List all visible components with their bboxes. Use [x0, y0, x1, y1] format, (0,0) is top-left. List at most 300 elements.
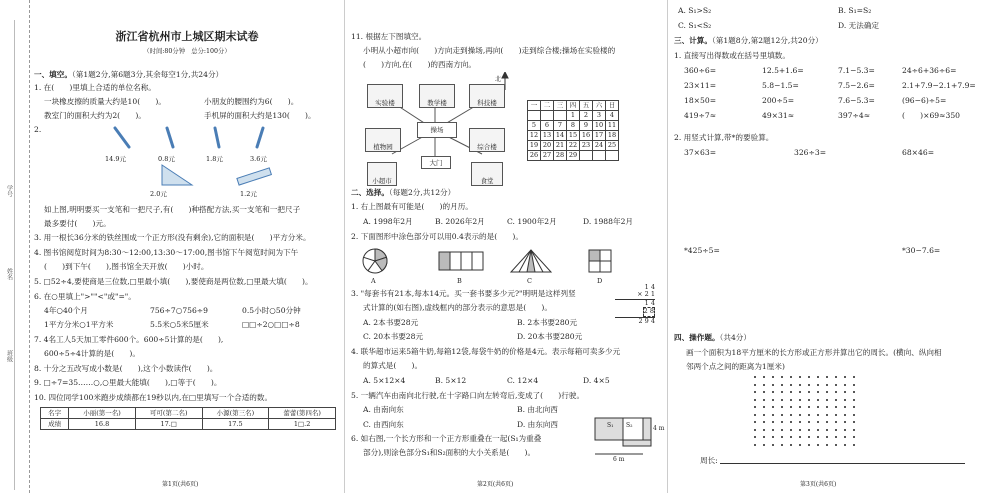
c2: 2. 用竖式计算,带*的要验算。 [674, 133, 774, 142]
grid-dot [826, 384, 828, 386]
q9: 9. □÷7=35……○,○里最大能填( ),□等于( )。 [34, 378, 222, 387]
building-tech: 科技楼 [469, 84, 505, 108]
score-cell: 16.8 [69, 419, 136, 430]
grid-dot [844, 376, 846, 378]
grid-dot [772, 436, 774, 438]
calendar-head-cell: 二 [541, 101, 554, 111]
grid-dot [763, 406, 765, 408]
grid-dot [853, 429, 855, 431]
score-header-row [41, 408, 336, 419]
grid-dot [781, 406, 783, 408]
shape-label-a: A [371, 277, 376, 285]
vc-4: *425÷5= [684, 246, 720, 255]
q1c: 教室门的面积大约为2( )。 [44, 111, 146, 120]
shape-label-c: C [527, 277, 532, 285]
calendar-cell: 6 [541, 121, 554, 131]
score-cell[interactable]: 1□.2 [269, 419, 336, 430]
calendar-cell: 19 [528, 141, 541, 151]
grid-dot [754, 384, 756, 386]
grid-dot [790, 421, 792, 423]
calendar-cell [528, 111, 541, 121]
q6e: 5.5米○5米5厘米 [150, 320, 209, 329]
calendar-cell: 20 [541, 141, 554, 151]
page-2-footer: 第2页(共6页) [477, 480, 514, 488]
grid-dot [754, 444, 756, 446]
grid-dot [808, 414, 810, 416]
q5: 5. □52÷4,要使商是三位数,□里最小填( ),要使商是两位数,□里最大填( )。 [34, 277, 313, 286]
page-2 [347, 0, 665, 493]
grid-dot [826, 444, 828, 446]
calc-item: 49×31≈ [762, 111, 795, 120]
calendar-row [528, 121, 619, 131]
q6b: 756÷7○756÷9 [150, 306, 209, 315]
s6-opt-d: D. 无法确定 [838, 21, 880, 30]
grid-dot [763, 399, 765, 401]
grid-dot [781, 414, 783, 416]
calendar-cell: 3 [593, 111, 606, 121]
calc-item: 5.8−1.5= [762, 81, 799, 90]
q4b: ( )到下午( ),图书馆全天开放( )小时。 [44, 262, 209, 271]
grid-dot [835, 436, 837, 438]
grid-dot [790, 376, 792, 378]
building-gate: 大门 [421, 156, 451, 169]
calendar-cell: 23 [580, 141, 593, 151]
building-store: 小超市 [367, 162, 397, 186]
price-marker: 3.6元 [250, 155, 267, 163]
calendar-cell: 17 [593, 131, 606, 141]
grid-dot [817, 421, 819, 423]
s3-opt-d: D. 20本书要280元 [517, 332, 583, 341]
grid-dot [754, 414, 756, 416]
q6c: 0.5小时○50分钟 [242, 306, 301, 315]
grid-dot [853, 444, 855, 446]
north-label: 北 [495, 76, 502, 83]
grid-dot [808, 406, 810, 408]
grid-dot [790, 444, 792, 446]
score-cell: 成绩 [41, 419, 69, 430]
grid-dot [853, 436, 855, 438]
grid-dot [853, 406, 855, 408]
grid-dot [826, 436, 828, 438]
q10: 10. 四位同学100米跑步成绩都在19秒以内,在□里填写一个合适的数。 [34, 393, 273, 402]
grid-dot [826, 429, 828, 431]
score-head-cell: 蕾蕾(第四名) [269, 408, 336, 419]
s5-opt-d: D. 由东向西 [517, 420, 559, 429]
grid-dot [817, 384, 819, 386]
vc-2: 326÷3= [794, 148, 827, 157]
grid-dot [835, 414, 837, 416]
s4-opt-c: C. 12×4 [507, 376, 539, 385]
name-label: 姓名 [5, 268, 13, 280]
s5a: 5. 一辆汽车由南向北行驶,在十字路口向左转弯后,变成了( )行驶。 [351, 391, 585, 400]
grid-dot [817, 391, 819, 393]
bar-shape [439, 252, 483, 270]
s6-opt-c: C. S₁<S₂ [678, 21, 712, 30]
building-complex: 综合楼 [469, 128, 505, 152]
q4a: 4. 图书馆阅览时间为8:30～12:00,13:30～17:00,图书馆下午阅览时间为下午 [34, 248, 299, 257]
calc-item: 200÷5= [762, 96, 795, 105]
grid-dot [790, 399, 792, 401]
s3b: 式计算的(如右图),虚线框内的部分表示的意思是( )。 [363, 303, 552, 312]
c1: 1. 直接写出得数或在括号里填数。 [674, 51, 790, 60]
calc-item: 23×11= [684, 81, 717, 90]
grid-dot [763, 444, 765, 446]
calendar-cell: 12 [528, 131, 541, 141]
calc-item: 7.5−2.6= [838, 81, 875, 90]
calendar-head-cell: 四 [567, 101, 580, 111]
dot-grid[interactable] [754, 376, 862, 451]
calendar-head-cell: 三 [554, 101, 567, 111]
grid-dot [781, 429, 783, 431]
q11c: ( )方向,在( )的西南方向。 [363, 60, 476, 69]
s3-opt-c: C. 20本书要28元 [363, 332, 424, 341]
grid-dot [844, 429, 846, 431]
section-1-note: （第1题2分,第6题3分,其余每空1分,共24分） [71, 70, 224, 79]
calendar-cell: 14 [554, 131, 567, 141]
score-head-cell: 小源(第三名) [202, 408, 269, 419]
grid-dot [826, 421, 828, 423]
grid-dot [817, 406, 819, 408]
triangle-ruler-icon [162, 165, 192, 185]
score-head-cell: 小丽(第一名) [69, 408, 136, 419]
vert-dashed-box: 2 8 [643, 307, 654, 316]
triangle-shape [511, 250, 551, 272]
calendar-cell: 8 [567, 121, 580, 131]
grid-dot [781, 399, 783, 401]
grid-dot [781, 384, 783, 386]
grid-dot [772, 384, 774, 386]
calendar-cell: 9 [580, 121, 593, 131]
calendar-cell: 15 [567, 131, 580, 141]
exam-title: 浙江省杭州市上城区期末试卷 [115, 30, 259, 43]
grid-dot [835, 421, 837, 423]
pen-icon [115, 128, 129, 147]
calendar-row [528, 111, 619, 121]
s1-opt-c: C. 1900年2月 [507, 217, 557, 226]
q6: 6. 在○里填上">""<"或"="。 [34, 292, 136, 301]
calendar-cell: 25 [606, 141, 619, 151]
calendar-cell: 22 [567, 141, 580, 151]
q7a: 7. 4名工人5天加工零件600个。600÷5计算的是( ), [34, 335, 224, 344]
grid-dot [799, 414, 801, 416]
vert-line: 1 4 [644, 283, 655, 291]
grid-dot [835, 384, 837, 386]
fig-s2: S₂ [626, 422, 633, 429]
grid-dot [817, 399, 819, 401]
calendar-cell: 13 [541, 131, 554, 141]
calc-item: 7.1−5.3= [838, 66, 875, 75]
pencil-icon-2 [215, 128, 219, 147]
calendar-head-cell: 五 [580, 101, 593, 111]
q2: 2. [34, 125, 42, 134]
grid-dot [826, 399, 828, 401]
calendar-cell [554, 111, 567, 121]
calendar-cell: 4 [606, 111, 619, 121]
calc-item: 419÷7≈ [684, 111, 717, 120]
s2-region [623, 440, 651, 446]
building-canteen: 食堂 [471, 162, 503, 186]
grid-dot [826, 376, 828, 378]
exam-subtitle: （时间:80分钟 总分:100分） [143, 47, 231, 55]
section-4-title: 四、操作题。 [674, 333, 720, 342]
grid-dot [844, 444, 846, 446]
calendar-row [528, 151, 619, 161]
s5-opt-b: B. 由北向西 [517, 405, 558, 414]
vc-1: 37×63= [684, 148, 717, 157]
s1-opt-d: D. 1988年2月 [583, 217, 633, 226]
s4-opt-d: D. 4×5 [583, 376, 610, 385]
calendar-cell: 29 [567, 151, 580, 161]
grid-dot [763, 421, 765, 423]
grid-dot [772, 444, 774, 446]
perimeter-answer-line[interactable] [720, 463, 965, 464]
shape-label-b: B [457, 277, 462, 285]
page-3 [670, 0, 1000, 493]
price-pencil-2: 1.8元 [206, 155, 223, 163]
grid-dot [772, 421, 774, 423]
grid-dot [844, 414, 846, 416]
calendar-head-cell: 一 [528, 101, 541, 111]
class-label: 班级 [5, 350, 13, 362]
grid-dot [763, 436, 765, 438]
grid-dot [790, 436, 792, 438]
grid-dot [763, 391, 765, 393]
calendar-row [528, 131, 619, 141]
score-cell: 17.5 [202, 419, 269, 430]
grid-dot [853, 384, 855, 386]
calc-item: ( )×69≈350 [902, 111, 960, 120]
ruler-icon [237, 168, 271, 185]
binding-line [14, 20, 15, 490]
calendar-head-cell: 日 [606, 101, 619, 111]
grid-dot [853, 399, 855, 401]
grid-dot [790, 429, 792, 431]
grid-dot [853, 391, 855, 393]
pencil-icon [167, 128, 173, 147]
calendar-cell [606, 151, 619, 161]
q2a: 如上图,明明要买一支笔和一把尺子,有( )种搭配方法,买一支笔和一把尺子 [44, 205, 301, 214]
building-garden: 植物园 [365, 128, 401, 152]
grid-dot [781, 391, 783, 393]
grid-dot [853, 376, 855, 378]
vert-result: 2 9 4 [615, 317, 655, 325]
score-row [41, 419, 336, 430]
calendar-cell: 26 [528, 151, 541, 161]
s3-opt-b: B. 2本书要280元 [517, 318, 578, 327]
calc-item: 12.5+1.6= [762, 66, 804, 75]
grid-dot [799, 391, 801, 393]
grid-dot [799, 436, 801, 438]
price-ruler: 1.2元 [240, 190, 257, 198]
s3-opt-a: A. 2本书要28元 [363, 318, 419, 327]
grid-dot [808, 399, 810, 401]
grid-dot [772, 391, 774, 393]
square-shape [589, 250, 611, 272]
q8: 8. 十分之五改写成小数是( ),这个小数读作( )。 [34, 364, 218, 373]
fig-6m: 6 m [613, 456, 625, 463]
grid-dot [790, 384, 792, 386]
building-lab: 实验楼 [367, 84, 403, 108]
s4-opt-b: B. 5×12 [435, 376, 467, 385]
op-line-2: 邻两个点之间的距离为1厘米) [686, 362, 785, 371]
grid-dot [826, 406, 828, 408]
grid-dot [754, 376, 756, 378]
grid-dot [844, 391, 846, 393]
vc-3: 68×46= [902, 148, 935, 157]
calendar-cell: 2 [580, 111, 593, 121]
s4b: 的算式是( )。 [363, 361, 423, 370]
s1-opt-a: A. 1998年2月 [363, 217, 413, 226]
s4-opt-a: A. 5×12×4 [363, 376, 406, 385]
grid-dot [808, 429, 810, 431]
building-playground: 操场 [417, 122, 457, 138]
grid-dot [844, 421, 846, 423]
grid-dot [790, 414, 792, 416]
grid-dot [799, 384, 801, 386]
grid-dot [772, 399, 774, 401]
grid-dot [808, 436, 810, 438]
grid-dot [808, 391, 810, 393]
calendar [527, 100, 619, 161]
score-cell[interactable]: 17.□ [135, 419, 202, 430]
grid-dot [799, 399, 801, 401]
q1b: 小朋友的腰围约为6( )。 [204, 97, 299, 106]
fig-s1: S₁ [607, 422, 614, 429]
marker-icon [257, 128, 263, 147]
grid-dot [808, 384, 810, 386]
section-1-title: 一、填空。 [34, 70, 72, 79]
page-1 [32, 0, 342, 493]
calendar-cell: 27 [541, 151, 554, 161]
s1-opt-b: B. 2026年2月 [435, 217, 485, 226]
binding-margin [0, 0, 30, 493]
section-2-title: 二、选择。 [351, 188, 389, 197]
vert-line: × 2 1 [637, 290, 655, 299]
calendar-cell [580, 151, 593, 161]
grid-dot [817, 376, 819, 378]
grid-dot [835, 376, 837, 378]
grid-dot [772, 376, 774, 378]
grid-dot [835, 391, 837, 393]
s5-opt-c: C. 由西向东 [363, 420, 404, 429]
s6-opt-b: B. S₁=S₂ [838, 6, 872, 15]
grid-dot [781, 436, 783, 438]
vertical-calc [615, 284, 655, 325]
calendar-cell [541, 111, 554, 121]
calendar-cell: 1 [567, 111, 580, 121]
building-teaching: 教学楼 [419, 84, 455, 108]
grid-dot [844, 406, 846, 408]
grid-dot [817, 444, 819, 446]
price-pencil: 0.8元 [158, 155, 175, 163]
score-table [40, 407, 336, 430]
q6a: 4年○40个月 [44, 306, 88, 315]
q7b: 600÷5÷4计算的是( )。 [44, 349, 140, 358]
grid-dot [772, 406, 774, 408]
grid-dot [808, 376, 810, 378]
q11b: 小明从小超市向( )方向走到操场,再向( )走到综合楼;操场在实验楼的 [363, 46, 616, 55]
grid-dot [817, 414, 819, 416]
calendar-head-cell: 六 [593, 101, 606, 111]
grid-dot [790, 391, 792, 393]
grid-dot [853, 414, 855, 416]
perimeter-label: 周长: [700, 456, 718, 465]
s3a: 3. "每套书有21本,每本14元。买一套书要多少元?"明明是这样列竖 [351, 289, 576, 298]
calc-item: 360÷6= [684, 66, 717, 75]
price-pen: 14.9元 [105, 155, 126, 163]
calc-item: 2.1+7.9−2.1+7.9= [902, 81, 976, 90]
grid-dot [781, 444, 783, 446]
grid-dot [844, 384, 846, 386]
grid-dot [799, 376, 801, 378]
grid-dot [826, 391, 828, 393]
q1d: 手机屏的面积大约是130( )。 [204, 111, 316, 120]
fig-4m: 4 m [653, 425, 665, 432]
calendar-cell [593, 151, 606, 161]
page-1-footer: 第1页(共6页) [162, 480, 199, 488]
q3: 3. 用一根长36分米的铁丝围成一个正方形(没有剩余),它的面积是( )平方分米。 [34, 233, 311, 242]
calc-item: 397÷4≈ [838, 111, 871, 120]
grid-dot [799, 406, 801, 408]
section-2-note: （每题2分,共12分） [388, 188, 456, 197]
calc-item: 24÷6+36÷6= [902, 66, 957, 75]
q1a: 一块橡皮擦的质量大约是10( )。 [44, 97, 166, 106]
grid-dot [835, 429, 837, 431]
calendar-cell: 10 [593, 121, 606, 131]
q2b: 最多要付( )元。 [44, 219, 111, 228]
section-4-note: （共4分） [719, 333, 751, 342]
q11a: 11. 根据左下图填空。 [351, 32, 427, 41]
grid-dot [781, 421, 783, 423]
north-arrow-icon [502, 72, 508, 78]
section-3-title: 三、计算。 [674, 36, 712, 45]
s6a: 6. 如右图,一个长方形和一个正方形重叠在一起(S₁为重叠 [351, 434, 542, 443]
price-triangle: 2.0元 [150, 190, 167, 198]
calc-item: 18×50= [684, 96, 717, 105]
grid-dot [817, 436, 819, 438]
score-head-cell: 可可(第二名) [135, 408, 202, 419]
grid-dot [844, 399, 846, 401]
s1: 1. 右上图最有可能是( )的月历。 [351, 202, 473, 211]
s6-opt-a: A. S₁>S₂ [678, 6, 712, 15]
s5-opt-a: A. 由南向东 [363, 405, 404, 414]
grid-dot [808, 444, 810, 446]
grid-dot [844, 436, 846, 438]
calc-item: 7.6−5.3= [838, 96, 875, 105]
vc-5: *30−7.6= [902, 246, 941, 255]
q6f: □□÷2○□□÷8 [242, 320, 300, 329]
calendar-cell: 24 [593, 141, 606, 151]
q1: 1. 在( )里填上合适的单位名称。 [34, 83, 156, 92]
calendar-cell: 11 [606, 121, 619, 131]
student-id-label: 学号 [5, 185, 13, 197]
q6d: 1平方分米○1平方米 [44, 320, 114, 329]
s2: 2. 下面图形中涂色部分可以用0.4表示的是( )。 [351, 232, 523, 241]
calendar-cell: 7 [554, 121, 567, 131]
calendar-cell: 5 [528, 121, 541, 131]
grid-dot [817, 429, 819, 431]
calc-item: (96−6)÷5= [902, 96, 947, 105]
grid-dot [799, 444, 801, 446]
vert-line: 1 4 [615, 299, 655, 307]
page-3-footer: 第3页(共6页) [800, 480, 837, 488]
calendar-cell: 16 [580, 131, 593, 141]
grid-dot [763, 384, 765, 386]
shape-options [361, 248, 621, 276]
grid-dot [763, 429, 765, 431]
s6b: 部分),则涂色部分S₁和S₂面积的大小关系是( )。 [363, 448, 536, 457]
grid-dot [754, 429, 756, 431]
